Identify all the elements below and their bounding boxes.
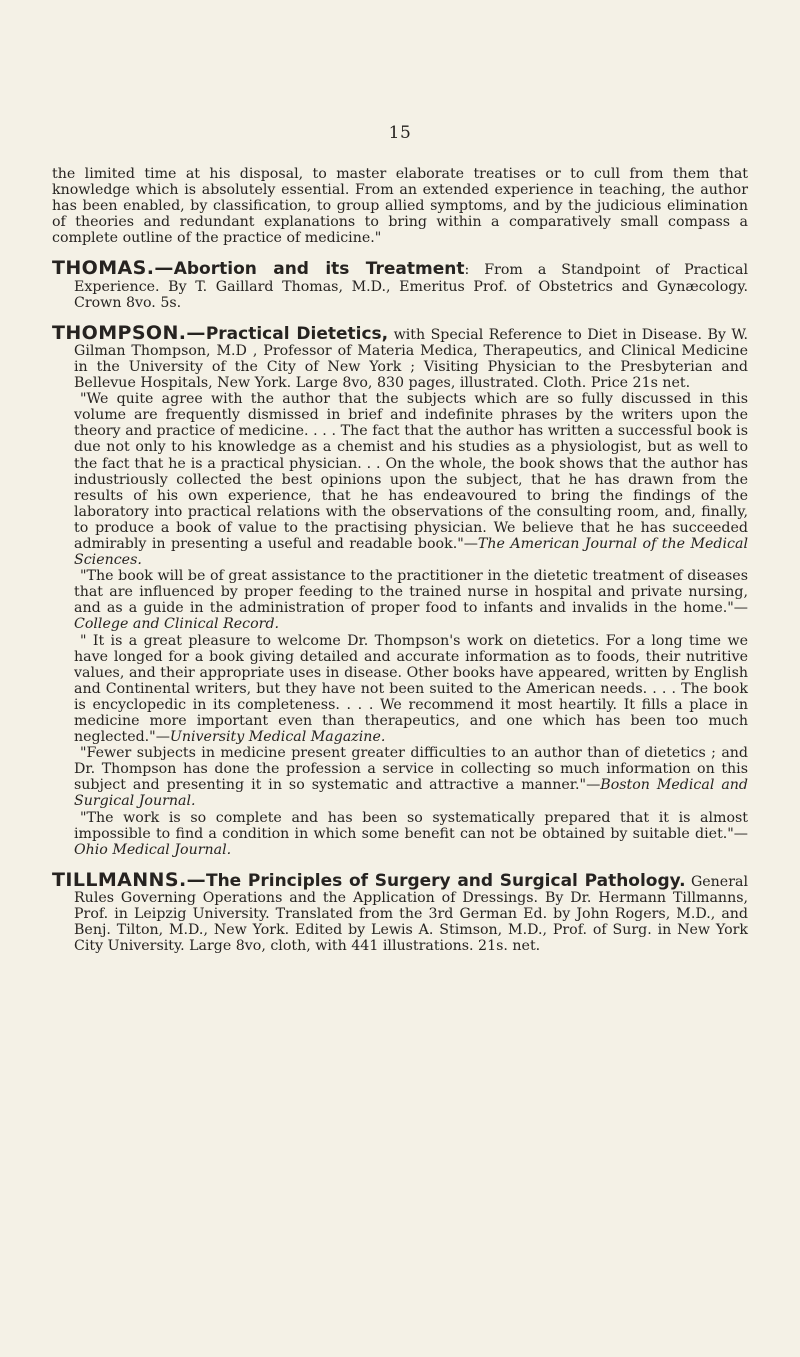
entry-tillmanns: TILLMANNS.—The Principles of Surgery and Surgical Pathology. General Rules Governing Operations and the Application of Dressings. By Dr. Hermann Tillmanns, Prof. in Leipzig University. Translated from the 3rd German Ed. by John Rogers, M.D., and Benj. Tilton, M.D., New York. Edited by Lewis A. Stimson, M.D., Prof. of Surg. in New York City University. Large 8vo, cloth, with 441 illustrations. 21s. net.: [52, 868, 748, 955]
review-quote: "The book will be of great assistance to the practitioner in the dietetic treatment of diseases that are influenced by proper feeding to the trained nurse in hospital and private nursing, and as a guide in the administration of proper food to infants and invalids in the home."—College and Clinical Record.: [74, 568, 748, 633]
review-source: Ohio Medical Journal.: [74, 841, 232, 858]
review-quote: " It is a great pleasure to welcome Dr. Thompson's work on dietetics. For a long time we have longed for a book giving detailed and accurate information as to foods, their nutritive values, and their appropriate uses in disease. Other books have appeared, written by English and Continental writers, but they have not been suited to the American needs. . . . The book is encyclopedic in its completeness. . . . We recommend it most heartily. It fills a place in medicine more important even than therapeutics, and one which has been too much neglected."—University Medical Magazine.: [74, 632, 748, 746]
review-quote: "We quite agree with the author that the subjects which are so fully discussed in this volume are frequently dismissed in brief and indefinite phrases by the writers upon the theory and practice of medicine. . . . The fact that the author has written a successful book is due not only to his knowledge as a chemist and his studies as a physiologist, but as well to the fact that he is a practical physician. . . On the whole, the book shows that the author has industriously collected the best opinions upon the subject, that he has drawn from the results of his own experience, that he has endeavoured to bring the findings of the laboratory into practical relations with the observations of the consulting room, and, finally, to produce a book of value to the practising physician. We believe that he has succeeded admirably in presenting a useful and readable book."—The American Journal of the Medical Sciences.: [74, 391, 748, 569]
entry-title: Practical Dietetics,: [205, 323, 389, 344]
review-source: University Medical Magazine.: [169, 729, 386, 746]
review-quote: "The work is so complete and has been so systematically prepared that it is almost impossible to find a condition in which some benefit can not be obtained by suitable diet."—Ohio Medical Journal.: [74, 809, 748, 858]
review-quote: "Fewer subjects in medicine present greater difficulties to an author than of dietetics ; and Dr. Thompson has done the profession a service in collecting so much information on this subject and presenting it in so systematic and attractive a manner."—Boston Medical and Surgical Journal.: [74, 745, 749, 810]
entry-thomas: THOMAS.—Abortion and its Treatment: From a Standpoint of Practical Experience. By T. Gaillard Thomas, M.D., Emeritus Prof. of Obstetrics and Gynæcology. Crown 8vo. 5s.: [52, 257, 748, 311]
review-list: [52, 391, 748, 858]
review-source: The American Journal of the Medical Sciences.: [74, 535, 748, 569]
review-source: Boston Medical and Surgical Journal.: [74, 777, 749, 810]
review-source: College and Clinical Record.: [74, 616, 280, 633]
page-number: 15: [388, 123, 412, 143]
continuation-paragraph: the limited time at his disposal, to master elaborate treatises or to cull from them that knowledge which is absolutely essential. From an extended experience in teaching, the author has been enabled, by classification, to group allied symptoms, and by the judicious elimination of theories and redundant explanations to bring within a comparatively small compass a complete outline of the practice of medicine.": [52, 166, 748, 247]
entry-title: Abortion and its Treatment: [173, 259, 465, 280]
entry-title: The Principles of Surgery and Surgical Pathology.: [205, 870, 686, 891]
catalogue-body: [52, 166, 748, 954]
entry-author: TILLMANNS.: [52, 868, 187, 891]
entry-author: THOMAS.: [52, 257, 155, 280]
entry-description: : From a Standpoint of Practical Experience. By T. Gaillard Thomas, M.D., Emeritus Prof. of Obstetrics and Gynæcology. Crown 8vo. 5s.: [74, 262, 748, 311]
entry-thompson: THOMPSON.—Practical Dietetics, with Special Reference to Diet in Disease. By W. Gilman Thompson, M.D , Professor of Materia Medica, Therapeutics, and Clinical Medicine in the University of the City of New York ; Visiting Physician to the Presbyterian and Bellevue Hospitals, New York. Large 8vo, 830 pages, illustrated. Cloth. Price 21s net.: [52, 321, 749, 392]
entry-description: General Rules Governing Operations and the Application of Dressings. By Dr. Hermann Tillmanns, Prof. in Leipzig University. Translated from the 3rd German Ed. by John Rogers, M.D., and Benj. Tilton, M.D., New York. Edited by Lewis A. Stimson, M.D., Prof. of Surg. in New York City University. Large 8vo, cloth, with 441 illustrations. 21s. net.: [74, 873, 748, 955]
entry-author: THOMPSON.: [52, 321, 187, 344]
entry-description: with Special Reference to Diet in Disease. By W. Gilman Thompson, M.D , Professor of Materia Medica, Therapeutics, and Clinical Medicine in the University of the City of New York ; Visiting Physician to the Presbyterian and Bellevue Hospitals, New York. Large 8vo, 830 pages, illustrated. Cloth. Price 21s net.: [74, 326, 749, 392]
